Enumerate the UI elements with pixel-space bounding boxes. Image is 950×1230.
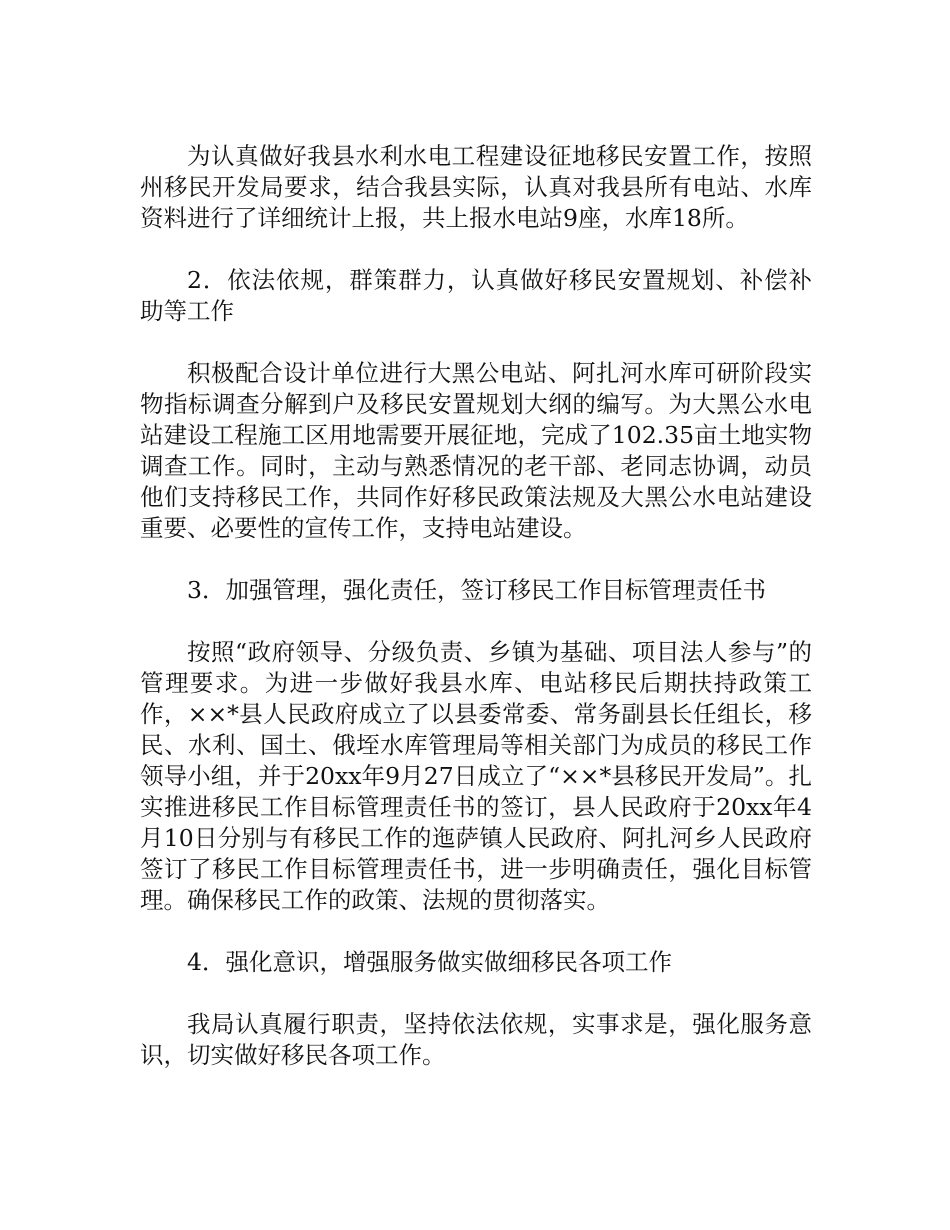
- document-body: [140, 141, 812, 1071]
- paragraph-management: 按照“政府领导、分级负责、乡镇为基础、项目法人参与”的管理要求。为进一步做好我县水库、电站移民后期扶持政策工作，××*县人民政府成立了以县委常委、常务副县长任组长，移民、水利、国土、俄垤水库管理局等相关部门为成员的移民工作领导小组，并于20xx年9月27日成立了“××*县移民开发局”。扎实推进移民工作目标管理责任书的签订，县人民政府于20xx年4月10日分别与有移民工作的迤萨镇人民政府、阿扎河乡人民政府签订了移民工作目标管理责任书，进一步明确责任，强化目标管理。确保移民工作的政策、法规的贯彻落实。: [140, 638, 812, 914]
- paragraph-service: 我局认真履行职责，坚持依法依规，实事求是，强化服务意识，切实做好移民各项工作。: [140, 1010, 812, 1069]
- heading-section-2: 2．依法依规，群策群力，认真做好移民安置规划、补偿补助等工作: [140, 266, 812, 325]
- paragraph-planning: 积极配合设计单位进行大黑公电站、阿扎河水库可研阶段实物指标调查分解到户及移民安置规划大纲的编写。为大黑公水电站建设工程施工区用地需要开展征地，完成了102.35亩土地实物调查工作。同时，主动与熟悉情况的老干部、老同志协调，动员他们支持移民工作，共同作好移民政策法规及大黑公水电站建设重要、必要性的宣传工作，支持电站建设。: [140, 359, 812, 542]
- paragraph-survey-report: 为认真做好我县水利水电工程建设征地移民安置工作，按照州移民开发局要求，结合我县实际，认真对我县所有电站、水库资料进行了详细统计上报，共上报水电站9座，水库18所。: [140, 142, 812, 232]
- heading-section-3: 3．加强管理，强化责任，签订移民工作目标管理责任书: [187, 576, 766, 604]
- heading-section-4: 4．强化意识，增强服务做实做细移民各项工作: [187, 948, 672, 976]
